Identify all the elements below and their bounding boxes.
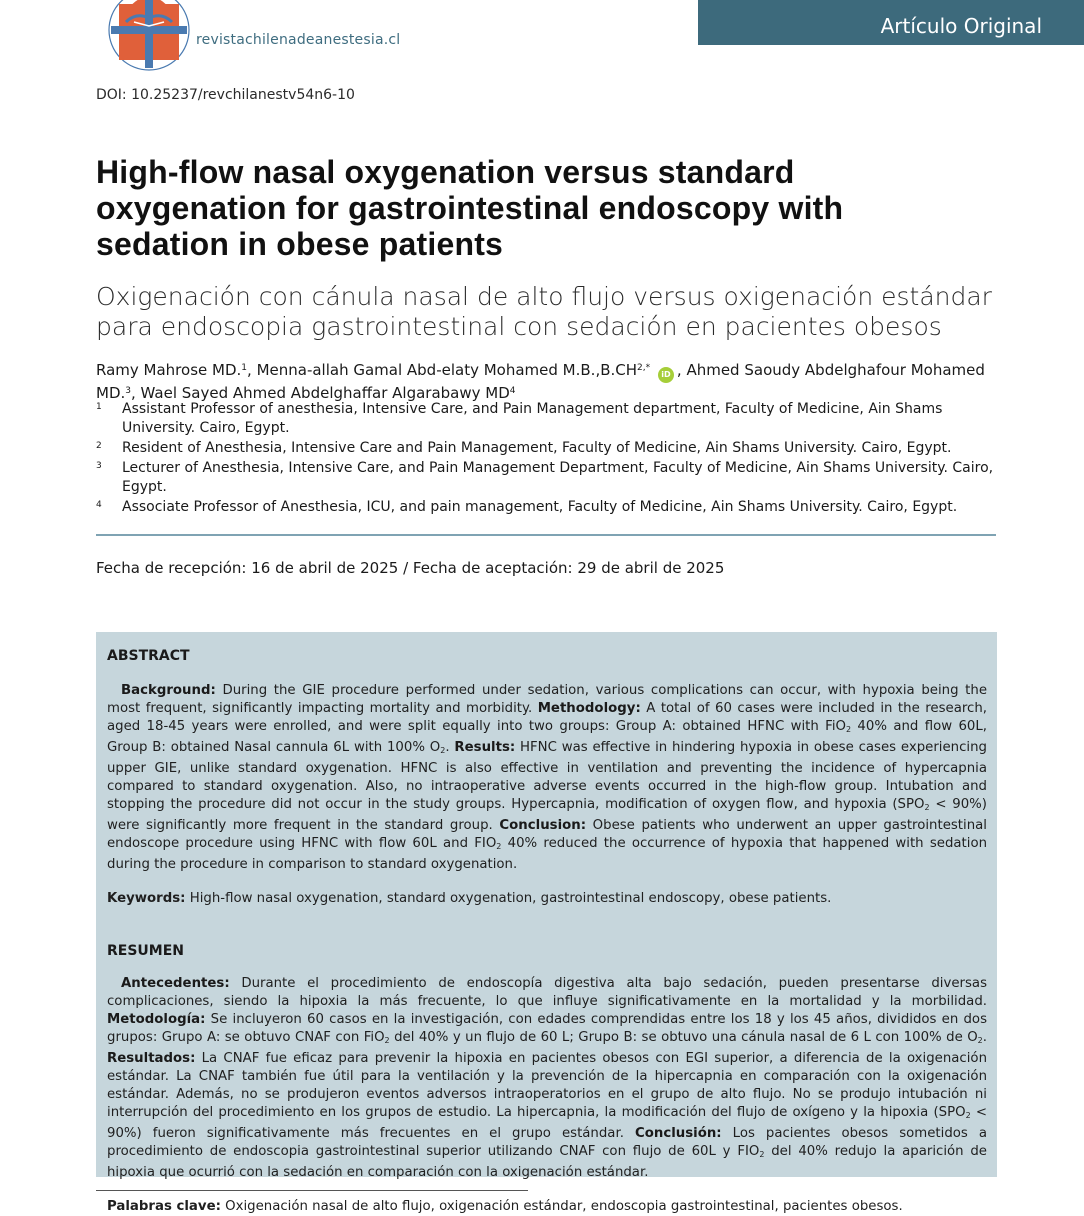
resumen-heading: RESUMEN: [107, 943, 185, 959]
abstract-box: [96, 632, 997, 1214]
subscript: 2: [384, 1036, 390, 1045]
resumen-text: Se incluyeron 60 casos en la investigación, con edades comprendidas entre los 18 y los 45 años, divididos en dos grupos: Grupo A: se obtuvo CNAF con FiO: [107, 1012, 987, 1045]
author-affil-ref: 3: [125, 386, 131, 396]
subscript: 2: [440, 746, 446, 755]
subscript: 2: [977, 1036, 983, 1045]
abstract-text: A total of 60 cases were included in the research, aged 18-45 years were enrolled, and were split equally into two groups: Group A: obtained HFNC with FiO: [107, 701, 987, 734]
affiliation-number: 1: [96, 402, 102, 412]
society-logo: [106, 0, 192, 74]
abstract-text: 40% and flow 60L, Group B: obtained Nasal cannula 6L with 100% O: [107, 719, 987, 755]
resumen-text: del 40% redujo la aparición de hipoxia que ocurrió con la sedación en comparación con la oxigenación estándar.: [107, 1144, 987, 1180]
affiliation-item: [96, 459, 1001, 497]
affiliation-item: [96, 439, 1001, 458]
palabras-clave-text: Oxigenación nasal de alto flujo, oxigenación estándar, endoscopia gastrointestinal, pacientes obesos.: [220, 1199, 903, 1214]
keywords-text: High-flow nasal oxygenation, standard oxygenation, gastrointestinal endoscopy, obese patients.: [185, 891, 832, 906]
affiliation-item: [96, 400, 1001, 438]
affiliation-item: [96, 498, 1001, 517]
author-name: Menna-allah Gamal Abd-elaty Mohamed M.B.,B.CH: [256, 361, 638, 379]
affiliation-text: Resident of Anesthesia, Intensive Care and Pain Management, Faculty of Medicine, Ain Shams University. Cairo, Egypt.: [122, 440, 952, 456]
resumen-text: < 90%) fueron significativamente más frecuentes en el grupo estándar.: [107, 1105, 988, 1141]
abstract-text: < 90%) were significantly more frequent in the standard group.: [107, 797, 987, 833]
abstract-text: During the GIE procedure performed under sedation, various complications can occur, with hypoxia being the most frequent, significantly impacting mortality and morbidity.: [107, 683, 987, 716]
abstract-text: HFNC was effective in hindering hypoxia in obese cases experiencing upper GIE, unlike standard oxygenation. HFNC is also effective in ventilation and preventing the incidence of hypercapnia compared to standard oxygenation. Also, no intraoperative adverse events occurred in the high-flow group. Intubation and stopping the procedure did not occur in the study groups. Hypercapnia, modification of oxygen flow, and hypoxia (SPO: [107, 740, 987, 812]
orcid-icon[interactable]: iD: [658, 367, 674, 383]
subscript: 2: [924, 803, 930, 812]
article-type-banner: Artículo Original: [698, 0, 1084, 45]
palabras-clave: [107, 1198, 987, 1216]
author-affil-ref: 2,*: [637, 363, 651, 373]
header-divider: [96, 534, 996, 536]
abstract-label: Background:: [121, 683, 216, 698]
affiliation-text: Assistant Professor of anesthesia, Intensive Care, and Pain Management department, Faculty of Medicine, Ain Shams University. Cairo, Egypt.: [122, 401, 943, 436]
subscript: 2: [496, 842, 502, 851]
author-name: Ahmed Saoudy Abdelghafour Mohamed MD.: [96, 361, 985, 402]
affiliation-text: Associate Professor of Anesthesia, ICU, and pain management, Faculty of Medicine, Ain Shams University. Cairo, Egypt.: [122, 499, 958, 515]
author-name: Wael Sayed Ahmed Abdelghaffar Algarabawy MD: [140, 384, 510, 402]
resumen-text: Los pacientes obesos sometidos a procedimiento de endoscopia gastrointestinal superior utilizando CNAF con flujo de 60L y FIO: [107, 1126, 987, 1159]
subscript: 2: [759, 1150, 765, 1159]
resumen-text: La CNAF fue eficaz para prevenir la hipoxia en pacientes obesos con EGI superior, a diferencia de la oxigenación estándar. La CNAF también fue útil para la ventilación y la prevención de la hipercapnia en comparación con la oxigenación estándar. Además, no se produjeron eventos adversos intraoperatorios en el grupo de alto flujo. No se produjo intubación ni interrupción del procedimiento en los grupos de estudio. La hipercapnia, la modificación del flujo de oxígeno y la hipoxia (SPO: [107, 1051, 987, 1120]
abstract-text: 40% reduced the occurrence of hypoxia that happened with sedation during the procedure in comparison to standard oxygenation.: [107, 836, 988, 872]
author-name: Ramy Mahrose MD.: [96, 361, 242, 379]
abstract-body: [107, 682, 987, 874]
author-affil-ref: 4: [509, 386, 516, 396]
abstract-text: Obese patients who underwent an upper gastrointestinal endoscope procedure using HFNC with flow 60L and FIO: [107, 818, 987, 851]
submission-dates: Fecha de recepción: 16 de abril de 2025 / Fecha de aceptación: 29 de abril de 2025: [96, 559, 725, 577]
abstract-label: Methodology:: [537, 701, 641, 716]
affiliation-number: 3: [96, 461, 102, 471]
article-title-en: High-flow nasal oxygenation versus standard oxygenation for gastrointestinal endoscopy with sedation in obese patients: [96, 154, 844, 262]
abstract-label: Results:: [454, 740, 516, 755]
resumen-text: .: [982, 1030, 987, 1045]
keywords: [107, 890, 987, 908]
author-affil-ref: 1: [241, 363, 248, 373]
affiliation-number: 4: [96, 500, 102, 510]
article-title-es: Oxigenación con cánula nasal de alto flujo versus oxigenación estándar para endoscopia gastrointestinal con sedación en pacientes obesos: [96, 282, 992, 341]
footnote-rule: [96, 1190, 528, 1191]
resumen-label: Antecedentes:: [121, 976, 230, 991]
affiliation-list: [96, 400, 1001, 518]
resumen-text: del 40% y un flujo de 60 L; Grupo B: se obtuvo una cánula nasal de 6 L con 100% de O: [389, 1030, 978, 1045]
abstract-heading: ABSTRACT: [107, 648, 190, 664]
author-list: Ramy Mahrose MD.$^1$, Menna-allah Gamal Abd-elaty Mohamed $M.B.,B.CH^{2,*}$ iD , Ahmed Saoudy Abdelghafour Mohamed MD.$^3$, Wael Sayed Ahmed Abdelghaffar Algarabawy $MD^4$: [96, 361, 985, 402]
resumen-label: Metodología:: [107, 1012, 206, 1027]
subscript: 2: [965, 1111, 971, 1120]
abstract-label: Conclusion:: [499, 818, 587, 833]
affiliation-number: 2: [96, 441, 102, 451]
resumen-label: Resultados:: [107, 1051, 196, 1066]
palabras-clave-label: Palabras clave:: [107, 1199, 221, 1214]
keywords-label: Keywords:: [107, 891, 186, 906]
resumen-label: Conclusión:: [634, 1126, 722, 1141]
abstract-text: .: [445, 740, 455, 755]
subscript: 2: [845, 725, 852, 734]
doi-link[interactable]: DOI: 10.25237/revchilanestv54n6-10: [96, 87, 355, 103]
affiliation-text: Lecturer of Anesthesia, Intensive Care, and Pain Management Department, Faculty of Medicine, Ain Shams University. Cairo, Egypt.: [122, 460, 994, 495]
resumen-body: [107, 975, 987, 1182]
site-url-link[interactable]: revistachilenadeanestesia.cl: [196, 32, 401, 48]
resumen-text: Durante el procedimiento de endoscopía digestiva alta bajo sedación, pueden presentarse diversas complicaciones, siendo la hipoxia la más frecuente, lo que influye significativamente en la mortalidad y la morbilidad.: [107, 976, 987, 1009]
